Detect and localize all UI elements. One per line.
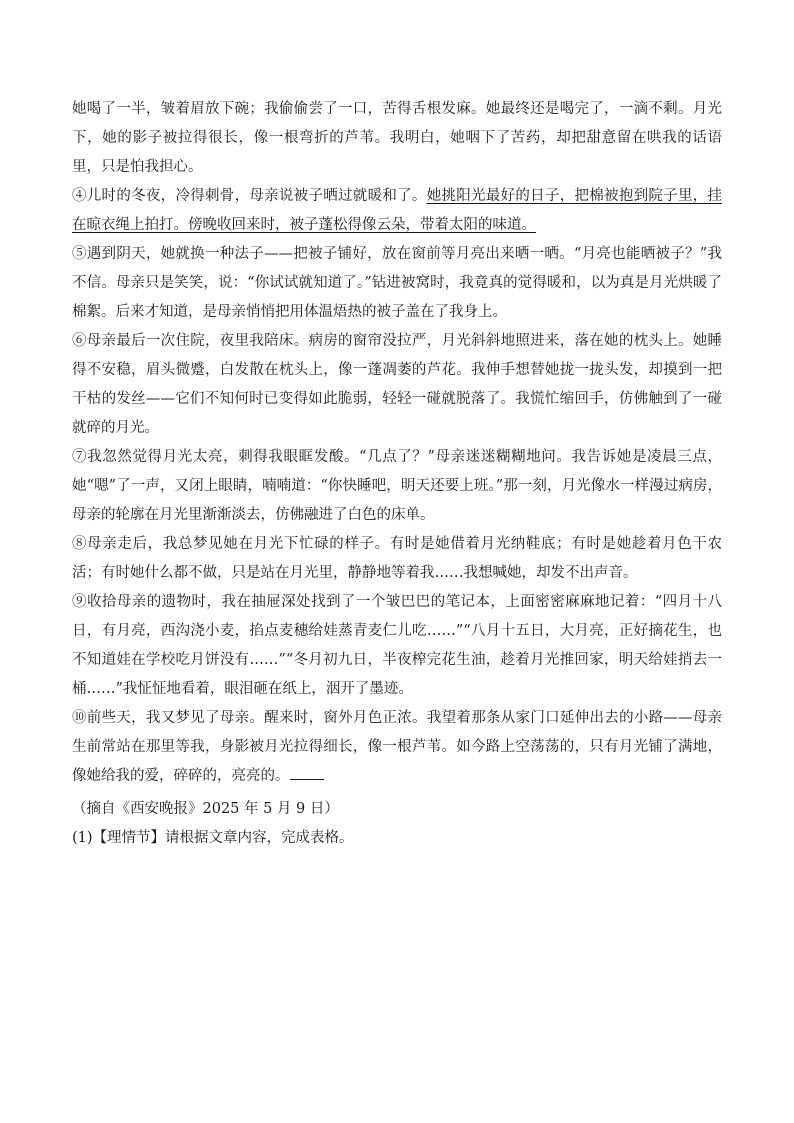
paragraph-6: ⑥母亲最后一次住院，夜里我陪床。病房的窗帘没拉严，月光斜斜地照进来，落在她的枕头上。她睡得不安稳，眉头微蹙，白发散在枕头上，像一蓬凋萎的芦花。我伸手想替她拢一拢头发，却摸到一把干枯的发丝——它们不知何时已变得如此脆弱，轻轻一碰就脱落了。我慌忙缩回手，仿佛触到了一碰就碎的月光。 — [72, 333, 722, 436]
paragraph-4-underlined-sentence: 她挑阳光最好的日子，把棉被抱到院子里，挂在晾衣绳上拍打。傍晚收回来时，被子蓬松得像云朵，带着太阳的味道。 — [72, 188, 723, 233]
question-1: (1)【理情节】请根据文章内容，完成表格。 — [72, 830, 354, 846]
paragraph-8: ⑧母亲走后，我总梦见她在月光下忙碌的样子。有时是她借着月光纳鞋底；有时是她趁着月色干农活；有时她什么都不做，只是站在月光里，静静地等着我……我想喊她，却发不出声音。 — [72, 536, 722, 581]
paragraph-5: ⑤遇到阴天，她就换一种法子——把被子铺好，放在窗前等月亮出来晒一晒。“月亮也能晒被子？”我不信。母亲只是笑笑，说：“你试试就知道了。”钻进被窝时，我竟真的觉得暖和，以为真是月光烘暖了棉絮。后来才知道，是母亲悄悄把用体温焐热的被子盖在了我身上。 — [72, 246, 722, 320]
paragraph-10-text: ⑩前些天，我又梦见了母亲。醒来时，窗外月色正浓。我望着那条从家门口延伸出去的小路——母亲生前常站在那里等我，身影被月光拉得细长，像一根芦苇。如今路上空荡荡的，只有月光铺了满地，像她给我的爱，碎碎的，亮亮的。 — [72, 710, 722, 784]
article-page — [72, 95, 722, 853]
paragraph-3-continued: 她喝了一半，皱着眉放下碗；我偷偷尝了一口，苦得舌根发麻。她最终还是喝完了，一滴不剩。月光下，她的影子被拉得很长，像一根弯折的芦苇。我明白，她咽下了苦药，却把甜意留在哄我的话语里，只是怕我担心。 — [72, 101, 722, 175]
paragraph-9: ⑨收拾母亲的遗物时，我在抽屉深处找到了一个皱巴巴的笔记本，上面密密麻麻地记着：“四月十八日，有月亮，西沟浇小麦，掐点麦穗给娃蒸青麦仁儿吃……”“八月十五日，大月亮，正好摘花生，也不知道娃在学校吃月饼没有……”“冬月初九日，半夜榨完花生油，趁着月光推回家，明天给娃捎去一桶……”我怔怔地看着，眼泪砸在纸上，洇开了墨迹。 — [72, 594, 722, 697]
paragraph-4-text: ④儿时的冬夜，冷得刺骨，母亲说被子晒过就暖和了。 — [72, 188, 427, 204]
article-source: （摘自《西安晚报》2025 年 5 月 9 日） — [72, 801, 339, 817]
paragraph-7: ⑦我忽然觉得月光太亮，刺得我眼眶发酸。“几点了？”母亲迷迷糊糊地问。我告诉她是凌晨三点，她“嗯”了一声，又闭上眼睛，喃喃道：“你快睡吧，明天还要上班。”那一刻，月光像水一样漫过病房，母亲的轮廓在月光里渐渐淡去，仿佛融进了白色的床单。 — [72, 449, 722, 523]
paragraph-10 — [72, 704, 722, 791]
answer-blank[interactable] — [290, 765, 324, 780]
paragraph-4 — [72, 182, 722, 240]
